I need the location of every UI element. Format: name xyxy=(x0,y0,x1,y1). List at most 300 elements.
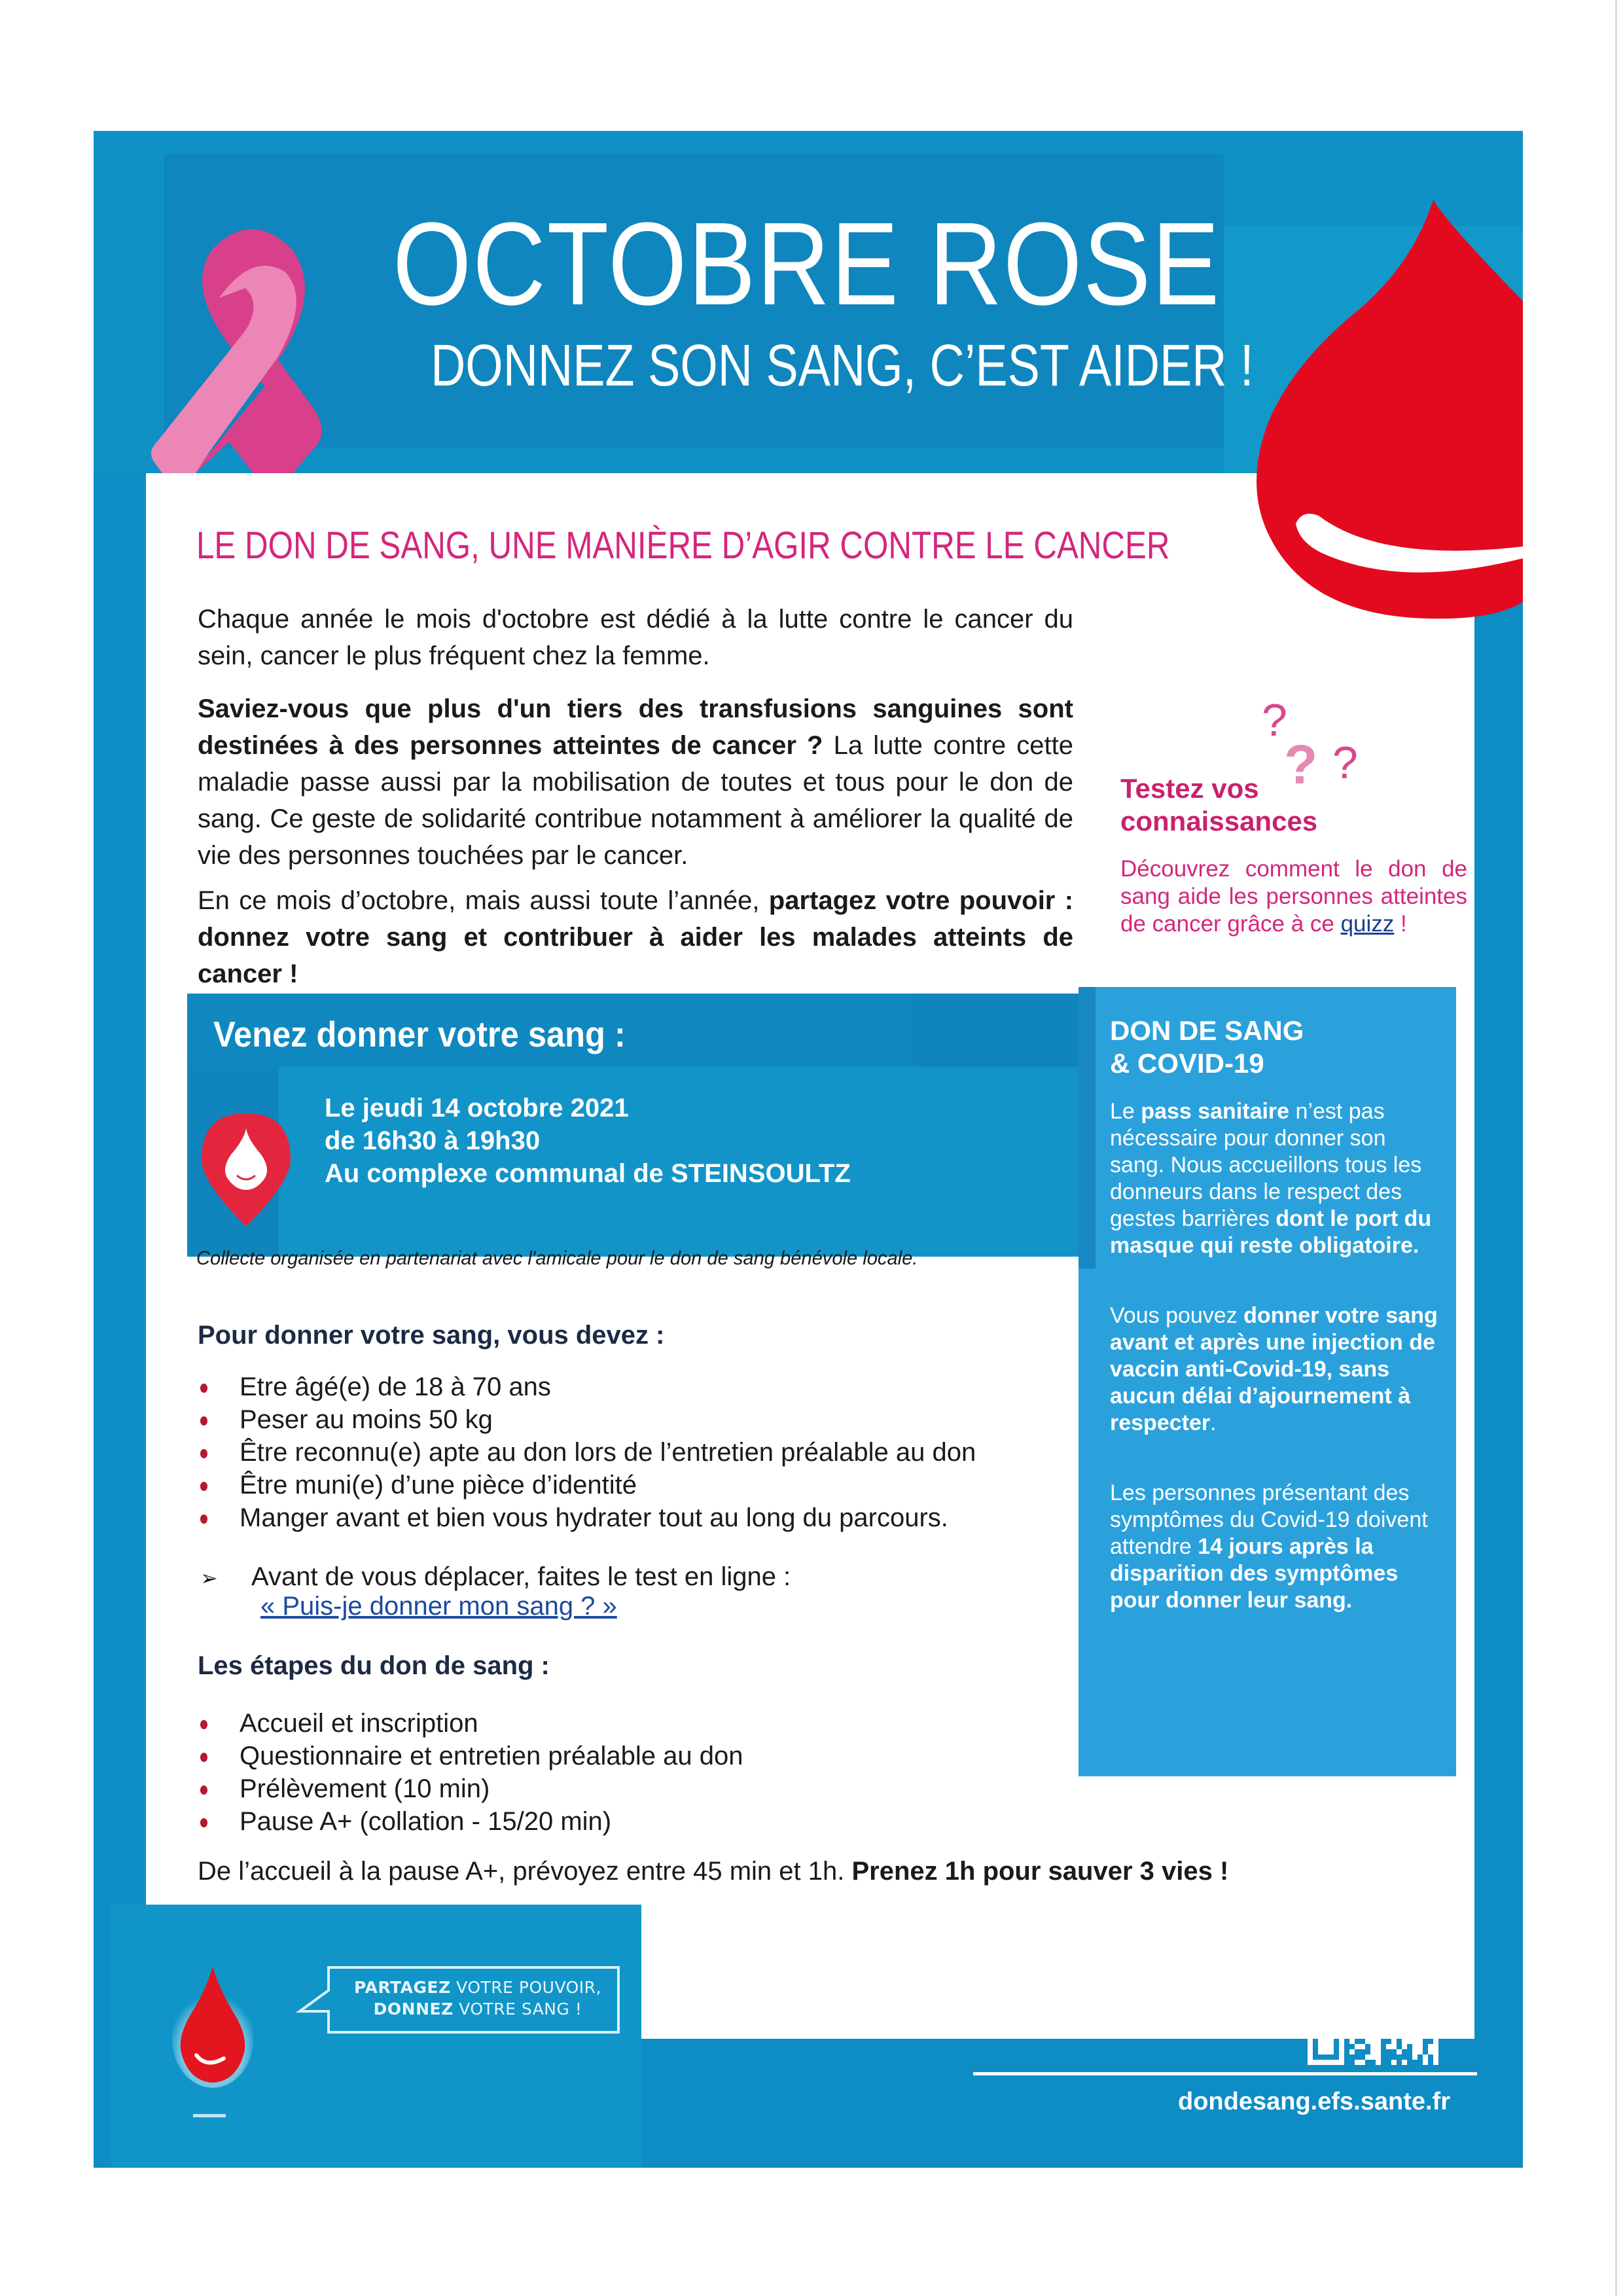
qr-module xyxy=(1339,2028,1344,2065)
quiz-text-end: ! xyxy=(1394,911,1407,937)
qr-module xyxy=(1376,2039,1381,2044)
qr-module xyxy=(1433,2018,1438,2023)
qr-module xyxy=(1433,1997,1438,2002)
qr-module xyxy=(1344,1986,1349,1992)
qr-module xyxy=(1355,1997,1360,2002)
qr-module xyxy=(1418,1976,1423,1981)
qr-module xyxy=(1376,2060,1381,2065)
qr-module xyxy=(1334,1986,1339,1992)
qr-module xyxy=(1397,1976,1402,1981)
online-test-link[interactable]: « Puis-je donner mon sang ? » xyxy=(260,1592,617,1621)
qr-module xyxy=(1334,2018,1339,2023)
qr-module xyxy=(1318,1986,1323,1992)
website-callout-line-2: SUR NOTRE SITE xyxy=(1084,1965,1283,1992)
qr-module xyxy=(1344,2018,1349,2023)
qr-module xyxy=(1313,1986,1318,1992)
event-note: Collecte organisée en partenariat avec l'amicale pour le don de sang bénévole locale. xyxy=(196,1247,918,1269)
qr-module xyxy=(1402,1965,1438,1971)
qr-module xyxy=(1397,2028,1402,2034)
qr-module xyxy=(1407,2034,1412,2039)
qr-module xyxy=(1355,1934,1360,1939)
event-date: Le jeudi 14 octobre 2021 xyxy=(325,1094,629,1122)
qr-module xyxy=(1412,2028,1418,2034)
qr-module xyxy=(1386,1955,1391,1960)
qr-module xyxy=(1386,2013,1391,2018)
online-test-text: Avant de vous déplacer, faites le test en ligne : xyxy=(251,1562,791,1591)
qr-module xyxy=(1386,1997,1391,2002)
quiz-text xyxy=(1120,855,1467,938)
qr-module xyxy=(1376,1986,1381,1992)
qr-module xyxy=(1391,2039,1397,2044)
qr-module xyxy=(1323,2018,1329,2023)
event-time: de 16h30 à 19h30 xyxy=(325,1126,541,1155)
qr-module xyxy=(1339,2013,1344,2018)
website-callout-line-1: RENDEZ-VOUS xyxy=(1111,1934,1283,1961)
qr-module xyxy=(1428,2007,1433,2013)
qr-module xyxy=(1318,1976,1323,1981)
qr-module xyxy=(1334,2007,1339,2013)
qr-module xyxy=(1376,1934,1381,1939)
qr-module xyxy=(1370,2018,1376,2023)
qr-module xyxy=(1418,2013,1423,2018)
qr-module xyxy=(1428,2023,1433,2028)
qr-module xyxy=(1376,2054,1381,2060)
qr-module xyxy=(1344,2007,1349,2013)
qr-module xyxy=(1308,1992,1313,1997)
qr-module xyxy=(1355,2023,1360,2028)
qr-module xyxy=(1381,1992,1386,1997)
qr-module xyxy=(1433,2049,1438,2054)
qr-module xyxy=(1308,2028,1344,2034)
qr-module xyxy=(1370,1955,1376,1960)
qr-module xyxy=(1418,2049,1423,2054)
qr-module xyxy=(1428,2044,1433,2049)
covid-paragraph-2 xyxy=(1110,1302,1444,1437)
qr-module xyxy=(1423,2060,1428,2065)
qr-module xyxy=(1334,1992,1339,1997)
qr-module xyxy=(1344,1997,1349,2002)
qr-module xyxy=(1407,2039,1412,2044)
qr-module xyxy=(1349,1955,1355,1960)
qr-module xyxy=(1402,2060,1407,2065)
bubble-bold: DONNEZ xyxy=(373,2000,454,2018)
qr-module xyxy=(1355,1960,1360,1965)
qr-module xyxy=(1407,1976,1412,1981)
intro-p3-start: En ce mois d’octobre, mais aussi toute l’année, xyxy=(198,886,769,915)
qr-module xyxy=(1376,2023,1381,2028)
intro-p2-bold: Saviez-vous que plus d'un tiers des transfusions sanguines sont destinées à des personnes atteintes de cancer ? xyxy=(198,694,1073,760)
intro-p3-bold: partagez votre pouvoir : donnez votre sang et contribuer à aider les malades atteints de cancer ! xyxy=(198,886,1074,988)
covid-paragraph-1 xyxy=(1110,1098,1444,1259)
qr-module xyxy=(1365,2007,1370,2013)
qr-module xyxy=(1423,1997,1428,2002)
event-details xyxy=(325,1092,851,1190)
covid-p1-text: Le xyxy=(1110,1099,1141,1124)
qr-module xyxy=(1428,2002,1433,2007)
qr-module xyxy=(1360,2018,1365,2023)
qr-module xyxy=(1313,2007,1318,2013)
qr-module xyxy=(1391,1986,1397,1992)
steps-list xyxy=(198,1707,743,1838)
qr-module xyxy=(1407,2013,1412,2018)
bubble-bold: PARTAGEZ xyxy=(354,1978,451,1997)
qr-module xyxy=(1376,1981,1381,1986)
qr-module xyxy=(1376,2034,1381,2039)
qr-module xyxy=(1428,2049,1433,2054)
qr-module xyxy=(1349,1945,1355,1950)
qr-module xyxy=(1370,2044,1376,2049)
qr-module xyxy=(1412,2049,1418,2054)
qr-module xyxy=(1376,1965,1381,1971)
qr-module xyxy=(1418,2044,1423,2049)
duration-text: De l’accueil à la pause A+, prévoyez entre 45 min et 1h. xyxy=(198,1857,852,1886)
qr-module xyxy=(1433,2060,1438,2065)
qr-module xyxy=(1412,1992,1418,1997)
qr-module xyxy=(1355,2007,1360,2013)
qr-module xyxy=(1428,1986,1433,1992)
qr-module xyxy=(1428,1981,1433,1986)
section-title: LE DON DE SANG, UNE MANIÈRE D’AGIR CONTRE LE CANCER xyxy=(196,524,1170,567)
qr-module xyxy=(1402,1934,1438,1939)
qr-module xyxy=(1370,1971,1376,1976)
covid-p2-text: Vous pouvez xyxy=(1110,1303,1244,1328)
requirements-list xyxy=(198,1371,976,1534)
qr-module xyxy=(1308,1976,1313,1981)
covid-p1-bold: pass sanitaire xyxy=(1141,1099,1290,1124)
qr-module xyxy=(1412,2054,1418,2060)
qr-module xyxy=(1360,2060,1365,2065)
qr-module xyxy=(1355,2060,1360,2065)
qr-module xyxy=(1433,1976,1438,1981)
qr-module xyxy=(1412,1945,1428,1960)
qr-module xyxy=(1370,2054,1376,2060)
qr-module xyxy=(1397,1981,1402,1986)
bubble-line-1 xyxy=(347,1977,609,1998)
qr-module xyxy=(1376,1976,1381,1981)
qr-module xyxy=(1376,2044,1381,2049)
qr-module xyxy=(1339,2002,1344,2007)
qr-module xyxy=(1308,1997,1313,2002)
qr-module xyxy=(1360,1986,1365,1992)
qr-module xyxy=(1349,2028,1355,2034)
qr-module xyxy=(1386,2028,1391,2034)
qr-module xyxy=(1402,2013,1407,2018)
covid-p1-bold: dont le port du masque qui reste obligatoire. xyxy=(1110,1206,1432,1258)
page-title: OCTOBRE ROSE xyxy=(393,198,1221,330)
duration-bold: Prenez 1h pour sauver 3 vies ! xyxy=(851,1857,1229,1886)
qr-module xyxy=(1402,1981,1407,1986)
qr-module xyxy=(1407,1981,1412,1986)
qr-module xyxy=(1370,1992,1376,1997)
qr-module xyxy=(1402,2034,1407,2039)
covid-box-content xyxy=(1110,1014,1444,1614)
qr-module xyxy=(1313,1981,1318,1986)
qr-module xyxy=(1318,2018,1323,2023)
qr-module xyxy=(1412,2018,1418,2023)
qr-module xyxy=(1318,1981,1323,1986)
qr-module xyxy=(1329,2013,1334,2018)
arrow-bullet-icon: ➢ xyxy=(200,1566,218,1590)
qr-module xyxy=(1370,1997,1376,2002)
qr-module xyxy=(1334,1997,1339,2002)
qr-module xyxy=(1355,1981,1360,1986)
qr-module xyxy=(1360,2044,1365,2049)
bubble-text: VOTRE SANG ! xyxy=(453,2000,582,2018)
qr-module xyxy=(1308,2007,1313,2013)
qr-module xyxy=(1423,2013,1428,2018)
qr-module xyxy=(1391,2044,1397,2049)
qr-module xyxy=(1365,1976,1370,1981)
qr-module xyxy=(1323,1997,1329,2002)
online-test-row xyxy=(196,1560,791,1594)
qr-module xyxy=(1386,2044,1391,2049)
qr-module xyxy=(1339,1934,1344,1971)
drop-underline xyxy=(193,2114,226,2117)
qr-module xyxy=(1360,2023,1365,2028)
scan-edge-line xyxy=(1615,0,1617,2296)
qr-module xyxy=(1433,1934,1438,1971)
qr-module xyxy=(1418,2039,1423,2044)
qr-module xyxy=(1433,2039,1438,2044)
qr-module xyxy=(1433,2028,1438,2034)
qr-module xyxy=(1313,1997,1318,2002)
qr-module xyxy=(1365,2039,1370,2044)
qr-module xyxy=(1360,1945,1365,1950)
website-callout xyxy=(1060,1932,1283,1994)
qr-module xyxy=(1397,2013,1402,2018)
quiz-text-start: Découvrez comment le don de sang aide les personnes atteintes de cancer grâce à ce xyxy=(1120,856,1467,937)
qr-module xyxy=(1349,2013,1355,2018)
qr-module xyxy=(1376,2007,1381,2013)
pink-ribbon-icon xyxy=(151,219,353,494)
qr-module xyxy=(1386,1986,1391,1992)
qr-module xyxy=(1339,1992,1344,1997)
qr-module xyxy=(1323,2002,1329,2007)
footer-divider xyxy=(973,2072,1477,2075)
qr-code-icon[interactable] xyxy=(1308,1934,1438,2065)
list-item: Peser au moins 50 kg xyxy=(198,1403,976,1436)
qr-module xyxy=(1433,2054,1438,2060)
list-item: Accueil et inscription xyxy=(198,1707,743,1740)
qr-module xyxy=(1402,2023,1407,2028)
qr-module xyxy=(1355,1971,1360,1976)
qr-module xyxy=(1370,1950,1376,1955)
qr-module xyxy=(1355,1992,1360,1997)
qr-module xyxy=(1386,2007,1391,2013)
covid-box-strip xyxy=(1079,987,1096,1268)
qr-module xyxy=(1402,2018,1407,2023)
qr-module xyxy=(1402,2044,1407,2049)
qr-module xyxy=(1365,1986,1370,1992)
qr-module xyxy=(1313,2018,1318,2023)
qr-module xyxy=(1381,1934,1386,1939)
qr-module xyxy=(1308,2013,1313,2018)
requirements-heading: Pour donner votre sang, vous devez : xyxy=(198,1321,665,1350)
qr-module xyxy=(1349,2049,1355,2054)
speech-bubble-text xyxy=(347,1977,609,2020)
qr-module xyxy=(1360,2013,1365,2018)
qr-module xyxy=(1365,1971,1370,1976)
event-title: Venez donner votre sang : xyxy=(213,1014,626,1054)
qr-module xyxy=(1376,2018,1381,2023)
website-link[interactable]: dondesang.efs.sante.fr xyxy=(1178,2088,1450,2115)
qr-module xyxy=(1355,1955,1360,1960)
qr-module xyxy=(1433,2044,1438,2049)
qr-module xyxy=(1349,1934,1355,1939)
qr-module xyxy=(1360,2007,1365,2013)
qr-module xyxy=(1381,2028,1386,2034)
covid-title-line-1: DON DE SANG xyxy=(1110,1015,1304,1046)
covid-paragraph-3 xyxy=(1110,1480,1444,1614)
qr-module xyxy=(1318,2013,1323,2018)
list-item: Manger avant et bien vous hydrater tout au long du parcours. xyxy=(198,1501,976,1534)
qr-module xyxy=(1349,1976,1355,1981)
covid-p1-text: n’est pas nécessaire pour donner son sang. Nous accueillons tous les donneurs dans le respect des gestes barrières xyxy=(1110,1099,1422,1231)
qr-module xyxy=(1349,2039,1355,2044)
qr-module xyxy=(1344,1981,1349,1986)
page-subtitle: DONNEZ SON SANG, C’EST AIDER ! xyxy=(431,333,1254,399)
qr-module xyxy=(1386,1976,1391,1981)
qr-module xyxy=(1370,2002,1376,2007)
qr-module xyxy=(1412,1986,1418,1992)
qr-module xyxy=(1370,2013,1376,2018)
qr-module xyxy=(1418,1992,1423,1997)
qr-module xyxy=(1418,1997,1423,2002)
bubble-line-2 xyxy=(347,1998,609,2020)
intro-paragraph-3 xyxy=(198,882,1073,992)
qr-module xyxy=(1433,1992,1438,1997)
qr-module xyxy=(1423,2054,1428,2060)
qr-module xyxy=(1381,1955,1386,1960)
qr-module xyxy=(1370,2034,1376,2039)
blood-drop-icon xyxy=(1230,196,1523,628)
qr-module xyxy=(1407,2018,1412,2023)
qr-module xyxy=(1433,1986,1438,1992)
covid-p3-bold: 14 jours après la disparition des symptômes pour donner leur sang. xyxy=(1110,1534,1399,1613)
qr-module xyxy=(1339,1986,1344,1992)
qr-module xyxy=(1318,2039,1334,2054)
qr-module xyxy=(1370,1945,1376,1950)
qr-module xyxy=(1308,1934,1344,1939)
qr-module xyxy=(1339,1981,1344,1986)
quiz-link[interactable]: quizz xyxy=(1340,911,1395,937)
location-pin-drop-icon xyxy=(199,1110,293,1228)
qr-module xyxy=(1391,1976,1397,1981)
list-item: Prélèvement (10 min) xyxy=(198,1772,743,1805)
covid-title-line-2: & COVID-19 xyxy=(1110,1048,1264,1079)
qr-module xyxy=(1386,2018,1391,2023)
qr-module xyxy=(1365,1960,1370,1965)
qr-module xyxy=(1391,1981,1397,1986)
qr-module xyxy=(1308,1934,1313,1971)
qr-module xyxy=(1370,1939,1376,1945)
qr-module xyxy=(1397,2049,1402,2054)
list-item: Etre âgé(e) de 18 à 70 ans xyxy=(198,1371,976,1403)
qr-module xyxy=(1360,1976,1365,1981)
qr-module xyxy=(1397,1997,1402,2002)
qr-module xyxy=(1365,1939,1370,1945)
qr-module xyxy=(1381,2034,1386,2039)
qr-module xyxy=(1412,2044,1418,2049)
qr-module xyxy=(1428,2034,1433,2039)
qr-module xyxy=(1370,2039,1376,2044)
qr-module xyxy=(1391,1950,1397,1955)
qr-module xyxy=(1391,2028,1397,2034)
qr-module xyxy=(1386,1981,1391,1986)
qr-module xyxy=(1391,1971,1397,1976)
qr-module xyxy=(1365,1981,1370,1986)
covid-p2-bold: donner votre sang avant et après une injection de vaccin anti-Covid-19, sans aucun délai d’ajournement à respecter xyxy=(1110,1303,1438,1435)
qr-module xyxy=(1402,1986,1407,1992)
quiz-title-line-2: connaissances xyxy=(1120,806,1318,836)
intro-p2-rest: La lutte contre cette maladie passe aussi par la mobilisation de toutes et tous pour le don de sang. Ce geste de solidarité contribue notamment à améliorer la qualité de vie des personnes touchées par le cancer. xyxy=(198,731,1073,870)
qr-module xyxy=(1418,1981,1423,1986)
qr-module xyxy=(1360,1955,1365,1960)
qr-module xyxy=(1318,1945,1334,1960)
event-place: Au complexe communal de STEINSOULTZ xyxy=(325,1159,851,1188)
qr-module xyxy=(1370,1934,1376,1939)
qr-module xyxy=(1365,2054,1370,2060)
list-item: Pause A+ (collation - 15/20 min) xyxy=(198,1805,743,1838)
qr-module xyxy=(1412,2039,1418,2044)
qr-module xyxy=(1402,2039,1407,2044)
qr-module xyxy=(1318,2002,1323,2007)
qr-module xyxy=(1349,1971,1355,1976)
question-mark-icon: ? xyxy=(1284,734,1318,795)
qr-module xyxy=(1323,1976,1329,1981)
question-mark-icon: ? xyxy=(1332,737,1358,788)
steps-heading: Les étapes du don de sang : xyxy=(198,1651,550,1680)
qr-module xyxy=(1349,1997,1355,2002)
covid-title xyxy=(1110,1014,1444,1080)
qr-module xyxy=(1391,1945,1397,1950)
qr-module xyxy=(1381,2007,1386,2013)
qr-module xyxy=(1370,2049,1376,2054)
qr-module xyxy=(1370,2023,1376,2028)
covid-p3-text: Les personnes présentant des symptômes du Covid-19 doivent attendre xyxy=(1110,1480,1428,1559)
qr-module xyxy=(1391,2060,1397,2065)
qr-module xyxy=(1402,1997,1407,2002)
list-item: Être reconnu(e) apte au don lors de l’entretien préalable au don xyxy=(198,1436,976,1469)
qr-module xyxy=(1418,2018,1423,2023)
qr-module xyxy=(1365,2034,1370,2039)
qr-module xyxy=(1355,2034,1360,2039)
event-box xyxy=(187,994,1091,1257)
qr-module xyxy=(1391,2013,1397,2018)
qr-module xyxy=(1418,2002,1423,2007)
intro-paragraph-2 xyxy=(198,691,1073,874)
qr-module xyxy=(1349,2034,1355,2039)
qr-module xyxy=(1355,1965,1360,1971)
qr-module xyxy=(1376,1997,1381,2002)
qr-module xyxy=(1402,1934,1407,1971)
qr-module xyxy=(1355,2044,1360,2049)
list-item: Questionnaire et entretien préalable au don xyxy=(198,1740,743,1772)
qr-module xyxy=(1370,1960,1376,1965)
qr-module xyxy=(1329,1997,1334,2002)
bubble-text: VOTRE POUVOIR, xyxy=(450,1978,601,1997)
qr-module xyxy=(1323,1986,1329,1992)
qr-module xyxy=(1381,2018,1386,2023)
covid-p2-text: . xyxy=(1210,1410,1217,1435)
list-item: Être muni(e) d’une pièce d’identité xyxy=(198,1469,976,1501)
qr-module xyxy=(1376,2049,1381,2054)
qr-module xyxy=(1318,2007,1323,2013)
qr-module xyxy=(1308,2060,1344,2065)
duration-note xyxy=(198,1857,1228,1886)
qr-module xyxy=(1391,2007,1397,2013)
qr-module xyxy=(1386,1960,1391,1965)
